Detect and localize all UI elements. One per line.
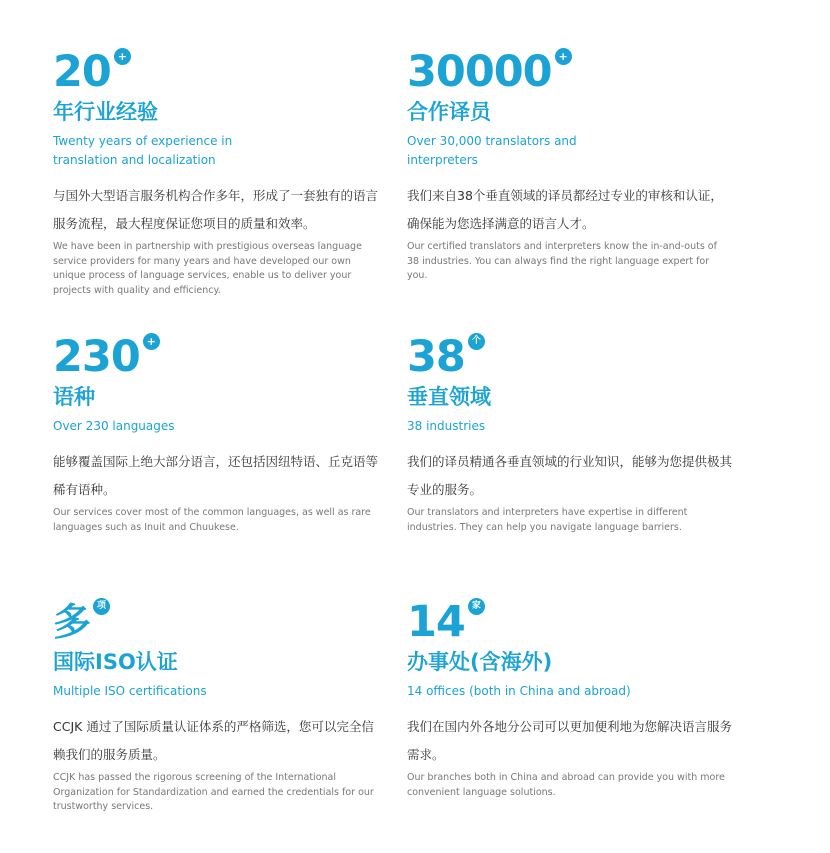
stat-title: 办事处(含海外) [407, 650, 553, 674]
unit-badge-icon: 个 [468, 333, 485, 350]
stat-number: 230 [53, 332, 140, 382]
stat-english-description: Our services cover most of the common languages, as well as rare languages such as Inuit and Chuukese. [53, 507, 371, 533]
stat-number-row [53, 332, 378, 382]
stat-title: 语种 [53, 385, 95, 409]
stat-number: 20 [53, 47, 111, 97]
stat-number: 38 [407, 332, 465, 382]
stat-experience [53, 47, 379, 298]
stat-number-row [53, 47, 378, 97]
plus-badge-icon: + [555, 48, 572, 65]
stat-translators [407, 47, 732, 284]
stat-chinese-description: 我们的译员精通各垂直领域的行业知识，能够为您提供极其专业的服务。 [407, 454, 733, 497]
stat-chinese-description: 我们来自38个垂直领域的译员都经过专业的审核和认证，确保能为您选择满意的语言人才。 [407, 188, 723, 231]
stat-number: 多 [53, 600, 91, 644]
stat-iso [53, 600, 378, 815]
stat-number-row [407, 597, 732, 647]
stat-subtitle: 38 industries [407, 419, 486, 433]
stat-subtitle: Over 30,000 translators and interpreters [407, 134, 577, 167]
stat-subtitle: Over 230 languages [53, 419, 175, 433]
plus-badge-icon: + [114, 48, 131, 65]
stat-subtitle: Twenty years of experience in translation and localization [53, 134, 233, 167]
stat-number-row [53, 600, 378, 644]
stat-english-description: We have been in partnership with prestigious overseas language service providers for many years and have developed our own unique process of language services, enable us to deliver your projects with quality and efficiency. [53, 241, 362, 296]
stat-title: 年行业经验 [53, 100, 158, 124]
stat-chinese-description: 能够覆盖国际上绝大部分语言，还包括因纽特语、丘克语等稀有语种。 [53, 454, 379, 497]
stat-subtitle: Multiple ISO certifications [53, 684, 207, 698]
stat-subtitle: 14 offices (both in China and abroad) [407, 684, 631, 698]
stat-english-description: Our translators and interpreters have expertise in different industries. They can help you navigate language barriers. [407, 507, 688, 533]
stat-english-description: Our certified translators and interpreters know the in-and-outs of 38 industries. You can always find the right language expert for you. [407, 241, 717, 281]
unit-badge-icon: 项 [93, 598, 110, 615]
stat-offices [407, 597, 733, 800]
stat-chinese-description: 与国外大型语言服务机构合作多年，形成了一套独有的语言服务流程，最大程度保证您项目的质量和效率。 [53, 188, 379, 231]
stat-number-row [407, 47, 732, 97]
stat-chinese-description: 我们在国内外各地分公司可以更加便利地为您解决语言服务需求。 [407, 719, 733, 762]
stat-industries [407, 332, 733, 535]
stat-english-description: CCJK has passed the rigorous screening of the International Organization for Standardization and earned the credentials for our trustworthy services. [53, 772, 374, 812]
stat-english-description: Our branches both in China and abroad can provide you with more convenient language solutions. [407, 772, 725, 798]
plus-badge-icon: + [143, 333, 160, 350]
stat-chinese-description: CCJK 通过了国际质量认证体系的严格筛选，您可以完全信赖我们的服务质量。 [53, 719, 374, 762]
stat-number-row [407, 332, 732, 382]
stat-title: 国际ISO认证 [53, 650, 178, 674]
stat-number: 14 [407, 597, 465, 647]
stat-languages [53, 332, 379, 535]
stat-title: 合作译员 [407, 100, 491, 124]
stat-number: 30000 [407, 47, 552, 97]
unit-badge-icon: 家 [468, 598, 485, 615]
stat-title: 垂直领域 [407, 385, 491, 409]
